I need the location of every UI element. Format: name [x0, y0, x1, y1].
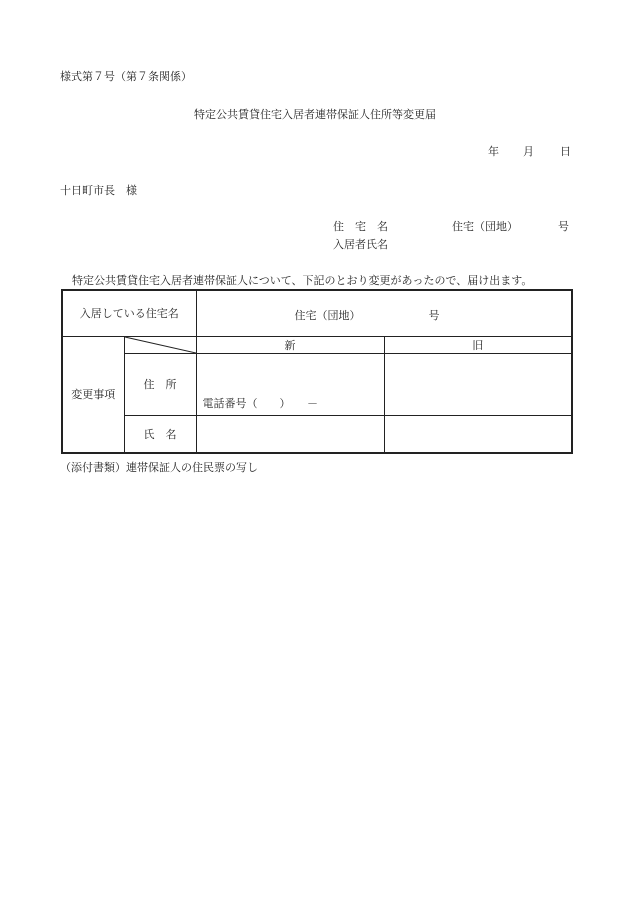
date-month-label: 月: [523, 145, 534, 158]
residence-number-suffix: 号: [558, 220, 569, 233]
residence-row-field[interactable]: [196, 290, 572, 336]
attachment-note: （添付書類）連帯保証人の住民票の写し: [60, 461, 258, 474]
column-new-header: 新: [196, 336, 384, 353]
address-row: [62, 353, 572, 415]
column-header-row: [62, 336, 572, 353]
old-name-field[interactable]: [384, 415, 572, 453]
change-items-label: 変更事項: [62, 336, 124, 453]
residence-name-label: 住 宅 名: [333, 220, 388, 233]
column-old-header: 旧: [384, 336, 572, 353]
date-year-label: 年: [488, 145, 499, 158]
change-form-table: [61, 289, 573, 454]
intro-statement: 特定公共賃貸住宅入居者連帯保証人について、下記のとおり変更があったので、届け出ます。: [72, 274, 533, 287]
date-day-label: 日: [560, 145, 571, 158]
addressee: 十日町市長 様: [60, 184, 137, 197]
residence-row-unit: 住宅（団地）: [294, 309, 361, 322]
new-address-field[interactable]: [196, 353, 384, 415]
old-address-field[interactable]: [384, 353, 572, 415]
new-name-field[interactable]: [196, 415, 384, 453]
residence-row: [62, 290, 572, 336]
diagonal-header-cell: [124, 336, 196, 353]
address-label: 住 所: [124, 353, 196, 415]
occupant-name-label: 入居者氏名: [333, 238, 388, 251]
form-number: 様式第７号（第７条関係）: [60, 70, 192, 83]
document-title: 特定公共賃貸住宅入居者連帯保証人住所等変更届: [194, 108, 436, 121]
phone-number-label: 電話番号（ ） －: [202, 396, 318, 410]
residence-row-suffix: 号: [428, 309, 440, 322]
residence-row-label: 入居している住宅名: [62, 290, 196, 336]
residence-unit-label: 住宅（団地）: [452, 220, 518, 233]
name-label: 氏 名: [124, 415, 196, 453]
name-row: [62, 415, 572, 453]
diagonal-line: [125, 337, 196, 353]
